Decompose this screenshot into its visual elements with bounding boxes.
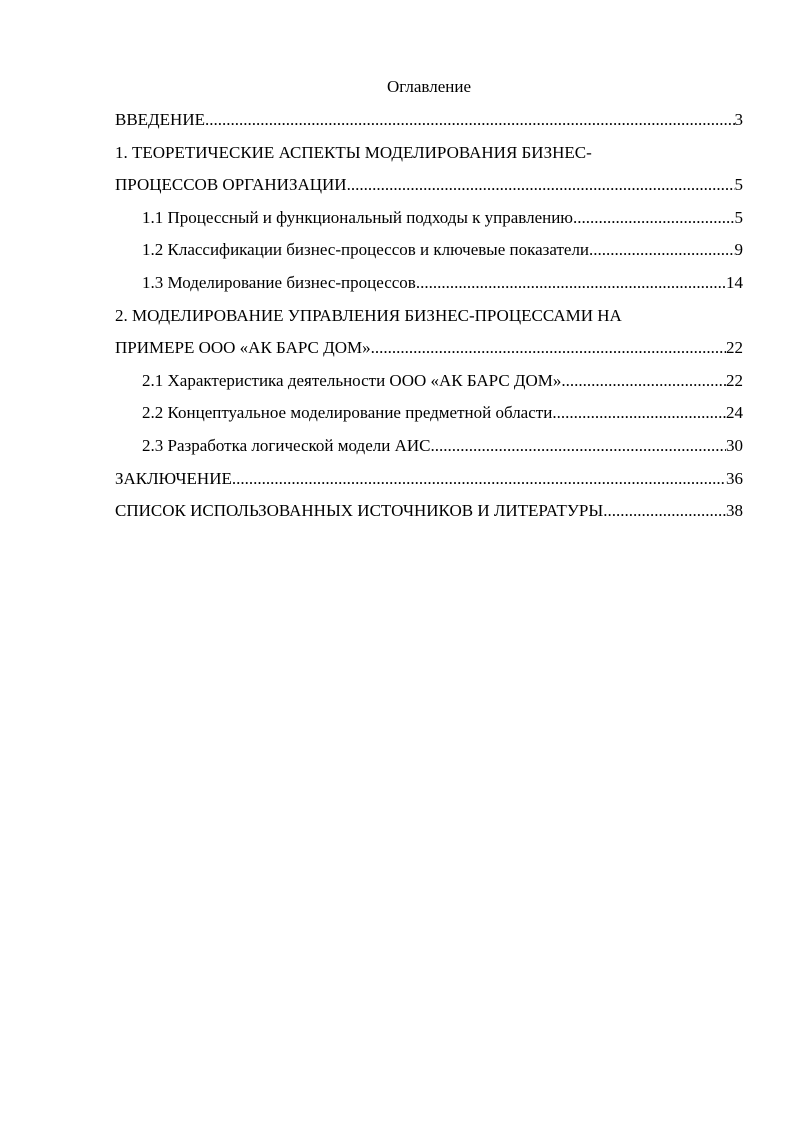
toc-leader-dots (430, 430, 726, 463)
toc-entry-section-1-2[interactable] (115, 234, 743, 267)
toc-page-number: 36 (726, 468, 743, 488)
toc-page-number: 38 (726, 501, 743, 521)
toc-entry-section-1-1[interactable] (115, 202, 743, 235)
toc-page-number: 3 (734, 110, 743, 129)
toc-page-number: 30 (726, 435, 743, 455)
toc-entry-references[interactable] (115, 495, 743, 528)
toc-page-number: 9 (734, 240, 743, 260)
toc-leader-dots (573, 202, 734, 235)
toc-leader-dots (416, 267, 726, 300)
toc-entry-text: ПРОЦЕССОВ ОРГАНИЗАЦИИ (115, 175, 347, 195)
toc-entry-text: ВВЕДЕНИЕ (115, 110, 205, 129)
toc-entry-chapter-1[interactable] (115, 169, 743, 202)
toc-title: Оглавление (387, 77, 471, 96)
toc-leader-dots (603, 495, 726, 528)
toc-leader-dots (232, 463, 726, 496)
toc-entry-conclusion[interactable] (115, 463, 743, 496)
toc-entry-text: 1.3 Моделирование бизнес-процессов (142, 272, 416, 292)
toc-page-number: 14 (726, 272, 743, 292)
toc-entry-text: 1.2 Классификации бизнес-процессов и ключевые показатели (142, 240, 590, 260)
toc-entry-text: 2.1 Характеристика деятельности ООО «АК БАРС ДОМ» (142, 370, 562, 390)
toc-page-number: 24 (726, 403, 743, 423)
toc-entry-chapter-2-line-1[interactable]: 2. МОДЕЛИРОВАНИЕ УПРАВЛЕНИЯ БИЗНЕС-ПРОЦЕССАМИ НА (115, 305, 622, 325)
toc-entry-section-2-1[interactable] (115, 365, 743, 398)
toc-entry-text: ПРИМЕРЕ ООО «АК БАРС ДОМ» (115, 338, 371, 358)
toc-leader-dots (589, 234, 734, 267)
toc-leader-dots (371, 332, 726, 365)
toc-entry-text: 2.3 Разработка логической модели АИС (142, 435, 431, 455)
toc-entry-chapter-1-line-1[interactable]: 1. ТЕОРЕТИЧЕСКИЕ АСПЕКТЫ МОДЕЛИРОВАНИЯ БИЗНЕС- (115, 142, 592, 162)
toc-entry-section-1-3[interactable] (115, 267, 743, 300)
toc-leader-dots (347, 169, 735, 202)
toc-page-number: 5 (734, 175, 743, 195)
toc-entry-section-2-2[interactable] (115, 397, 743, 430)
toc-entry-text: 1.1 Процессный и функциональный подходы к управлению (142, 207, 574, 227)
toc-leader-dots (561, 365, 726, 398)
toc-leader-dots (205, 104, 735, 137)
toc-entry-text: СПИСОК ИСПОЛЬЗОВАННЫХ ИСТОЧНИКОВ И ЛИТЕРАТУРЫ (115, 501, 604, 521)
toc-entry-section-2-3[interactable] (115, 430, 743, 463)
toc-leader-dots (552, 397, 726, 430)
toc-page-number: 22 (726, 370, 743, 390)
toc-page-number: 22 (726, 338, 743, 358)
toc-entry-introduction[interactable] (115, 104, 743, 137)
toc-entry-text: 2.2 Концептуальное моделирование предметной области (142, 403, 553, 423)
toc-entry-chapter-2[interactable] (115, 332, 743, 365)
toc-entry-text: ЗАКЛЮЧЕНИЕ (115, 468, 232, 488)
table-of-contents (115, 104, 743, 528)
toc-page-number: 5 (734, 207, 743, 227)
